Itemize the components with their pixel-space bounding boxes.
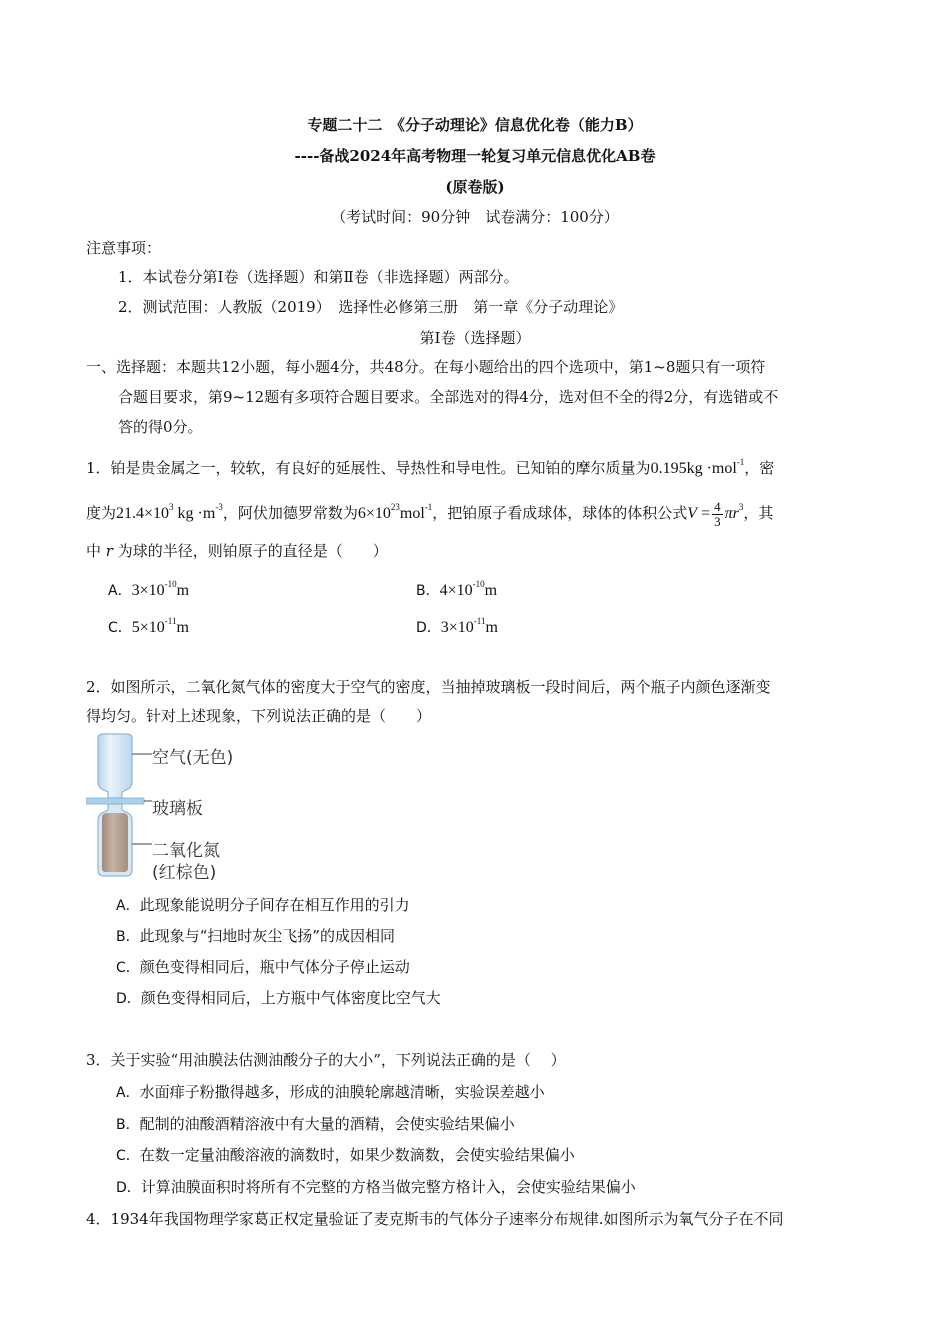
exam-subtitle: ----备战2024年高考物理一轮复习单元信息优化AB卷 bbox=[294, 147, 656, 165]
question-3-option-c[interactable]: C．在数一定量油酸溶液的滴数时，如果少数滴数，会使实验结果偏小 bbox=[116, 1146, 575, 1164]
label-air: 空气(无色) bbox=[152, 748, 234, 768]
diffusion-figure bbox=[86, 732, 256, 882]
notes-item-1: 1．本试卷分第Ⅰ卷（选择题）和第Ⅱ卷（非选择题）两部分。 bbox=[118, 268, 519, 286]
section-instructions-2: 合题目要求，第9~12题有多项符合题目要求。全部选对的得4分，选对但不全的得2分，有选错或不 bbox=[118, 388, 779, 406]
notes-heading: 注意事项： bbox=[86, 239, 162, 257]
exam-title: 专题二十二 《分子动理论》信息优化卷（能力B） bbox=[307, 116, 643, 134]
question-1-option-c[interactable]: C．$5\times 10^{-11}m$ bbox=[108, 616, 189, 636]
question-1-line-1: 1．铂是贵金属之一，较软，有良好的延展性、导热性和导电性。已知铂的摩尔质量为0.195kg ·mol$^{-1}$，密 bbox=[86, 457, 775, 477]
avogadro-constant: $6\times 10^{23}mol^{-1}$ bbox=[357, 502, 433, 522]
volume-title: 第Ⅰ卷（选择题） bbox=[419, 329, 531, 347]
molar-mass: 0.195kg ·mol$^{-1}$ bbox=[650, 457, 745, 477]
question-3-option-a[interactable]: A．水面痱子粉撒得越多，形成的油膜轮廓越清晰，实验误差越小 bbox=[116, 1083, 545, 1101]
label-no2: 二氧化氮 bbox=[152, 841, 220, 861]
question-3-option-b[interactable]: B．配制的油酸酒精溶液中有大量的酒精，会使实验结果偏小 bbox=[116, 1115, 515, 1133]
label-glass-plate: 玻璃板 bbox=[152, 799, 203, 819]
question-2-option-a[interactable]: A．此现象能说明分子间存在相互作用的引力 bbox=[116, 896, 410, 914]
question-4-line-1: 4．1934年我国物理学家葛正权定量验证了麦克斯韦的气体分子速率分布规律.如图所示为氧气分子在不同 bbox=[86, 1210, 784, 1228]
question-2-option-d[interactable]: D．颜色变得相同后，上方瓶中气体密度比空气大 bbox=[116, 989, 441, 1007]
sphere-volume-formula: V = $\frac{4}{3}$ $\pi r^3$ bbox=[687, 498, 744, 529]
exam-edition: (原卷版) bbox=[445, 178, 505, 196]
question-1-option-b[interactable]: B．$4\times 10^{-10}m$ bbox=[416, 579, 498, 599]
section-instructions-3: 答的得0分。 bbox=[118, 418, 203, 436]
label-no2-color: (红棕色) bbox=[152, 863, 217, 883]
question-1-option-d[interactable]: D．$3\times 10^{-11}m$ bbox=[416, 616, 498, 636]
question-1-option-a[interactable]: A．$3\times 10^{-10}m$ bbox=[108, 579, 190, 599]
question-2-line-1: 2．如图所示，二氧化氮气体的密度大于空气的密度，当抽掉玻璃板一段时间后，两个瓶子内颜色逐渐变 bbox=[86, 678, 771, 696]
question-1-line-3: 中 r 为球的半径，则铂原子的直径是（ ） bbox=[86, 542, 388, 560]
question-3-line-1: 3．关于实验“用油膜法估测油酸分子的大小”，下列说法正确的是（ ） bbox=[86, 1051, 566, 1069]
question-1-text: 1．铂是贵金属之一，较软，有良好的延展性、导热性和导电性。已知铂的摩尔质量为 bbox=[86, 459, 651, 477]
section-instructions-1: 一、选择题：本题共12小题，每小题4分，共48分。在每小题给出的四个选项中，第1~8题只有一项符 bbox=[86, 358, 766, 376]
density-value: $21.4\times 10^3$ kg $\cdot m^{-3}$ bbox=[116, 502, 223, 522]
question-2-option-b[interactable]: B．此现象与“扫地时灰尘飞扬”的成因相同 bbox=[116, 927, 395, 945]
question-2-line-2: 得均匀。针对上述现象，下列说法正确的是（ ） bbox=[86, 707, 432, 725]
notes-item-2: 2．测试范围：人教版（2019） 选择性必修第三册 第一章《分子动理论》 bbox=[118, 298, 624, 316]
question-2-option-c[interactable]: C．颜色变得相同后，瓶中气体分子停止运动 bbox=[116, 958, 410, 976]
question-3-option-d[interactable]: D．计算油膜面积时将所有不完整的方格当做完整方格计入，会使实验结果偏小 bbox=[116, 1178, 636, 1196]
question-1-line-2: 度为$21.4\times 10^3$ kg $\cdot m^{-3}$，阿伏加德罗常数为$6\times 10^{23}mol^{-1}$，把铂原子看成球体，球体的体积公式V = $\frac{4}{3}$ $\pi r^3$，其 bbox=[86, 498, 774, 529]
exam-info: （考试时间：90分钟 试卷满分：100分） bbox=[331, 208, 619, 226]
